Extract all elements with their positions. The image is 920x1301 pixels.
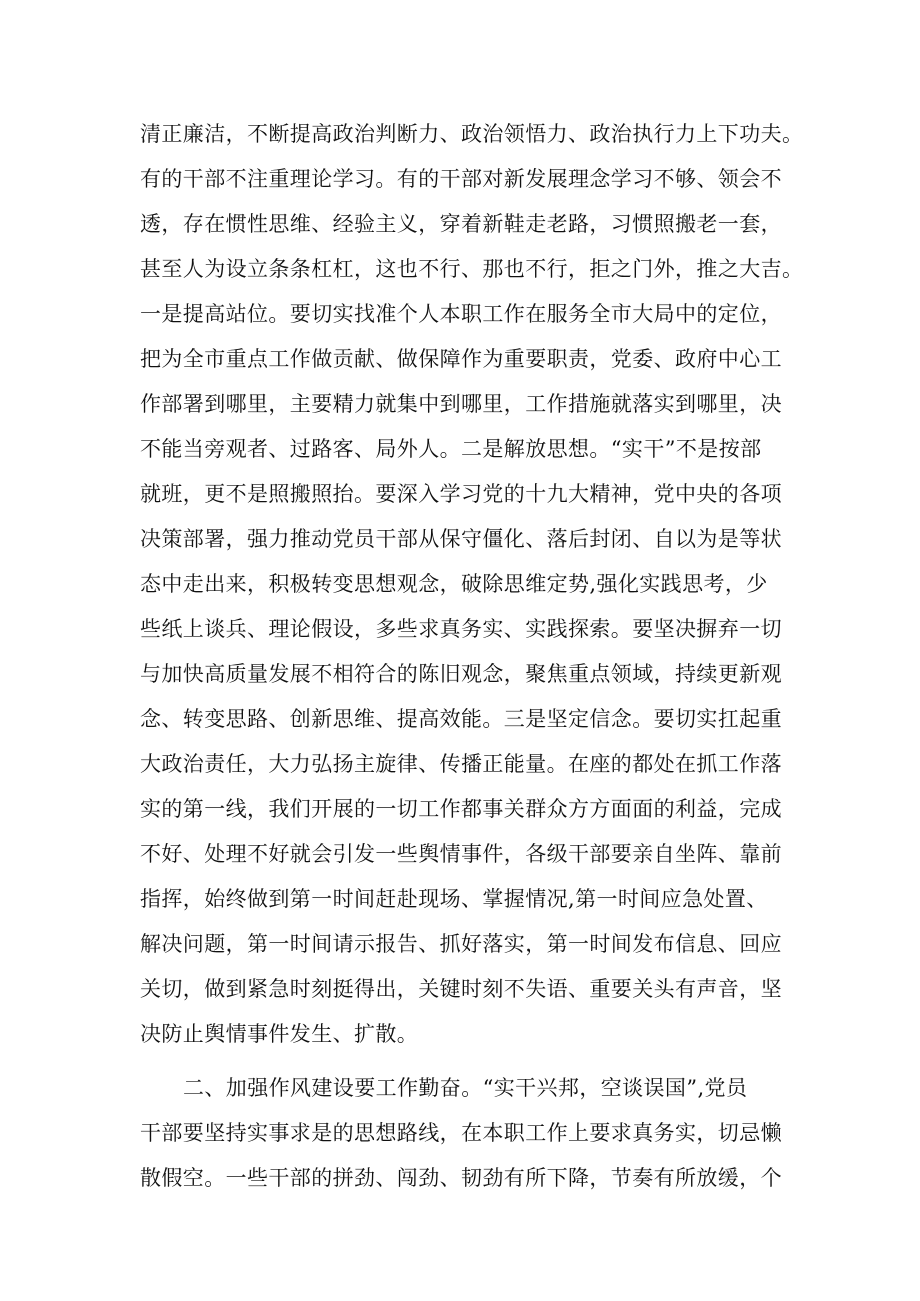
text-line: 把为全市重点工作做贡献、做保障作为重要职责，党委、政府中心工 xyxy=(140,347,782,371)
document-body xyxy=(140,112,804,1201)
text-line: 干部要坚持实事求是的思想路线，在本职工作上要求真务实，切忌懒 xyxy=(140,1121,782,1145)
text-line: 散假空。一些干部的拼劲、闯劲、韧劲有所下降，节奏有所放缓，个 xyxy=(140,1166,782,1190)
text-line: 与加快高质量发展不相符合的陈旧观念，聚焦重点领域，持续更新观 xyxy=(140,662,782,686)
text-line: 甚至人为设立条条杠杠，这也不行、那也不行，拒之门外，推之大吉。 xyxy=(140,257,804,281)
text-line: 大政治责任，大力弘扬主旋律、传播正能量。在座的都处在抓工作落 xyxy=(140,752,782,776)
text-line: 不能当旁观者、过路客、局外人。二是解放思想。“实干”不是按部 xyxy=(140,437,762,461)
text-line: 清正廉洁，不断提高政治判断力、政治领悟力、政治执行力上下功夫。 xyxy=(140,122,804,146)
section-heading-line: 二、加强作风建设要工作勤奋。“实干兴邦，空谈误国”,党员 xyxy=(183,1076,748,1100)
text-line: 透，存在惯性思维、经验主义，穿着新鞋走老路，习惯照搬老一套， xyxy=(140,212,782,236)
text-line: 作部署到哪里，主要精力就集中到哪里，工作措施就落实到哪里，决 xyxy=(140,392,782,416)
text-line: 有的干部不注重理论学习。有的干部对新发展理念学习不够、领会不 xyxy=(140,167,782,191)
text-line: 指挥，始终做到第一时间赶赴现场、掌握情况,第一时间应急处置、 xyxy=(140,887,768,911)
text-line: 念、转变思路、创新思维、提高效能。三是坚定信念。要切实扛起重 xyxy=(140,707,782,731)
text-line: 一是提高站位。要切实找准个人本职工作在服务全市大局中的定位， xyxy=(140,302,782,326)
text-line: 实的第一线，我们开展的一切工作都事关群众方方面面的利益，完成 xyxy=(140,797,782,821)
text-line: 决防止舆情事件发生、扩散。 xyxy=(140,1022,419,1046)
text-line: 些纸上谈兵、理论假设，多些求真务实、实践探索。要坚决摒弃一切 xyxy=(140,617,782,641)
text-line: 态中走出来，积极转变思想观念，破除思维定势,强化实践思考，少 xyxy=(140,572,768,596)
text-line: 决策部署，强力推动党员干部从保守僵化、落后封闭、自以为是等状 xyxy=(140,527,782,551)
text-line: 就班，更不是照搬照抬。要深入学习党的十九大精神，党中央的各项 xyxy=(140,482,782,506)
text-line: 关切，做到紧急时刻挺得出，关键时刻不失语、重要关头有声音，坚 xyxy=(140,977,782,1001)
text-line: 不好、处理不好就会引发一些舆情事件，各级干部要亲自坐阵、靠前 xyxy=(140,842,782,866)
text-line: 解决问题，第一时间请示报告、抓好落实，第一时间发布信息、回应 xyxy=(140,932,782,956)
